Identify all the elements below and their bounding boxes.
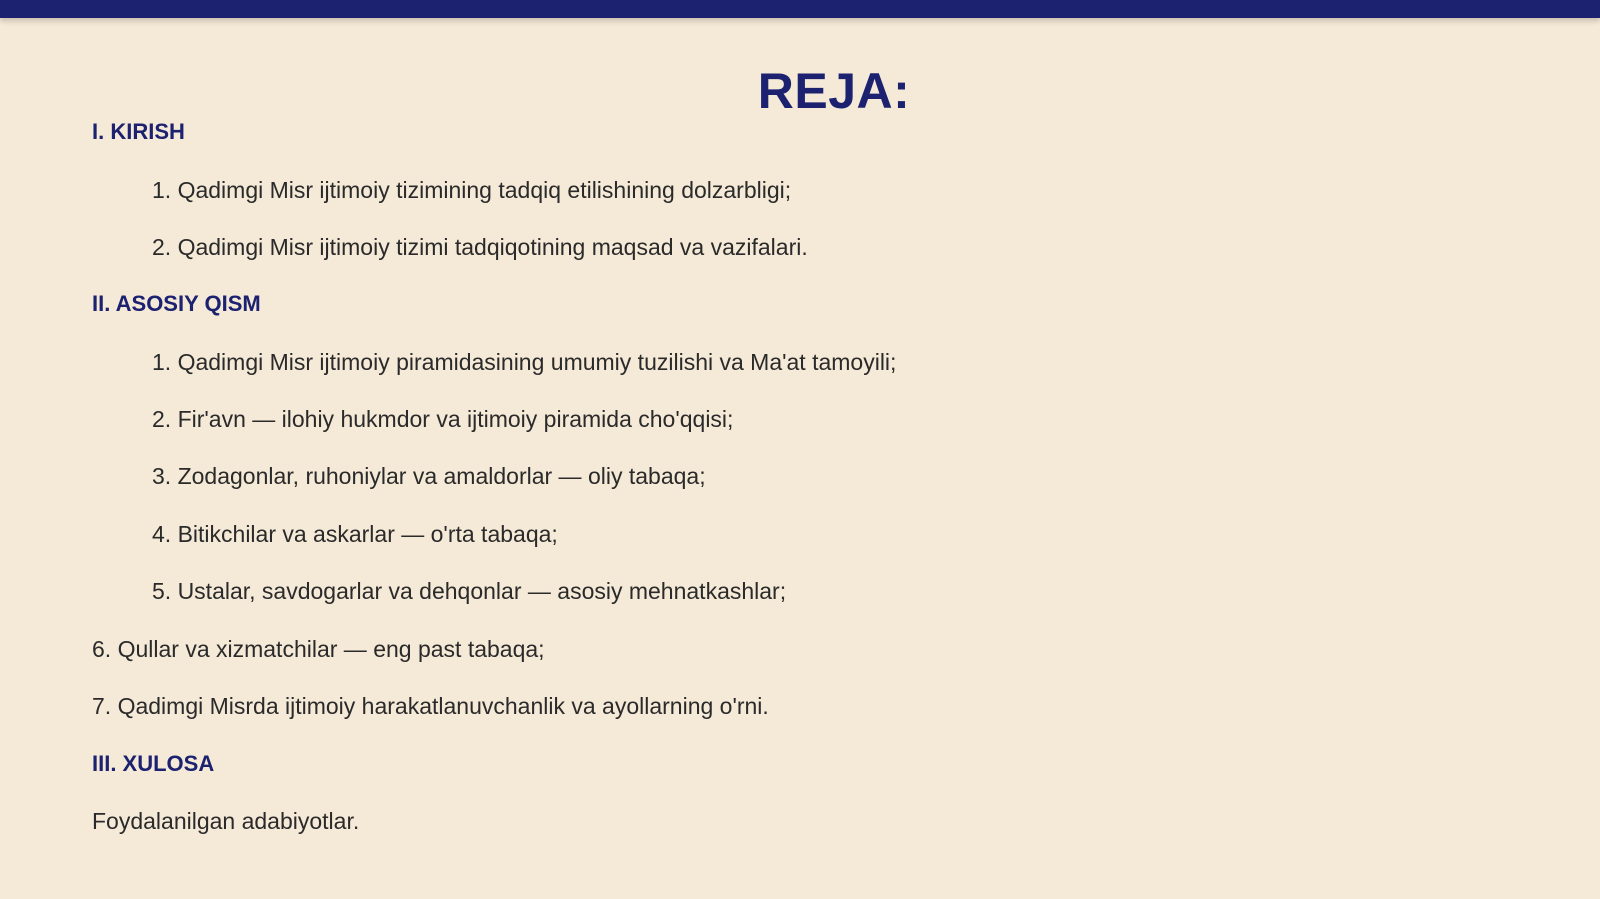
section-heading-conclusion: III. XULOSA — [92, 751, 215, 776]
list-item: 1. Qadimgi Misr ijtimoiy piramidasining umumiy tuzilishi va Ma'at tamoyili; — [152, 349, 897, 375]
list-item: 3. Zodagonlar, ruhoniylar va amaldorlar — oliy tabaqa; — [152, 463, 706, 489]
list-item: 6. Qullar va xizmatchilar — eng past tabaqa; — [92, 636, 545, 662]
section-heading-main: II. ASOSIY QISM — [92, 291, 261, 316]
list-item: 2. Fir'avn — ilohiy hukmdor va ijtimoiy piramida cho'qqisi; — [152, 406, 734, 432]
section-heading-intro: I. KIRISH — [92, 119, 185, 144]
page-title: REJA: — [757, 63, 911, 119]
list-item: 1. Qadimgi Misr ijtimoiy tizimining tadqiq etilishining dolzarbligi; — [152, 177, 792, 203]
references-line: Foydalanilgan adabiyotlar. — [92, 808, 360, 834]
list-item: 4. Bitikchilar va askarlar — o'rta tabaqa; — [152, 521, 558, 547]
list-item: 7. Qadimgi Misrda ijtimoiy harakatlanuvchanlik va ayollarning o'rni. — [92, 693, 769, 719]
top-accent-bar — [0, 0, 1600, 18]
list-item: 5. Ustalar, savdogarlar va dehqonlar — asosiy mehnatkashlar; — [152, 578, 787, 604]
list-item: 2. Qadimgi Misr ijtimoiy tizimi tadqiqotining maqsad va vazifalari. — [152, 234, 808, 260]
